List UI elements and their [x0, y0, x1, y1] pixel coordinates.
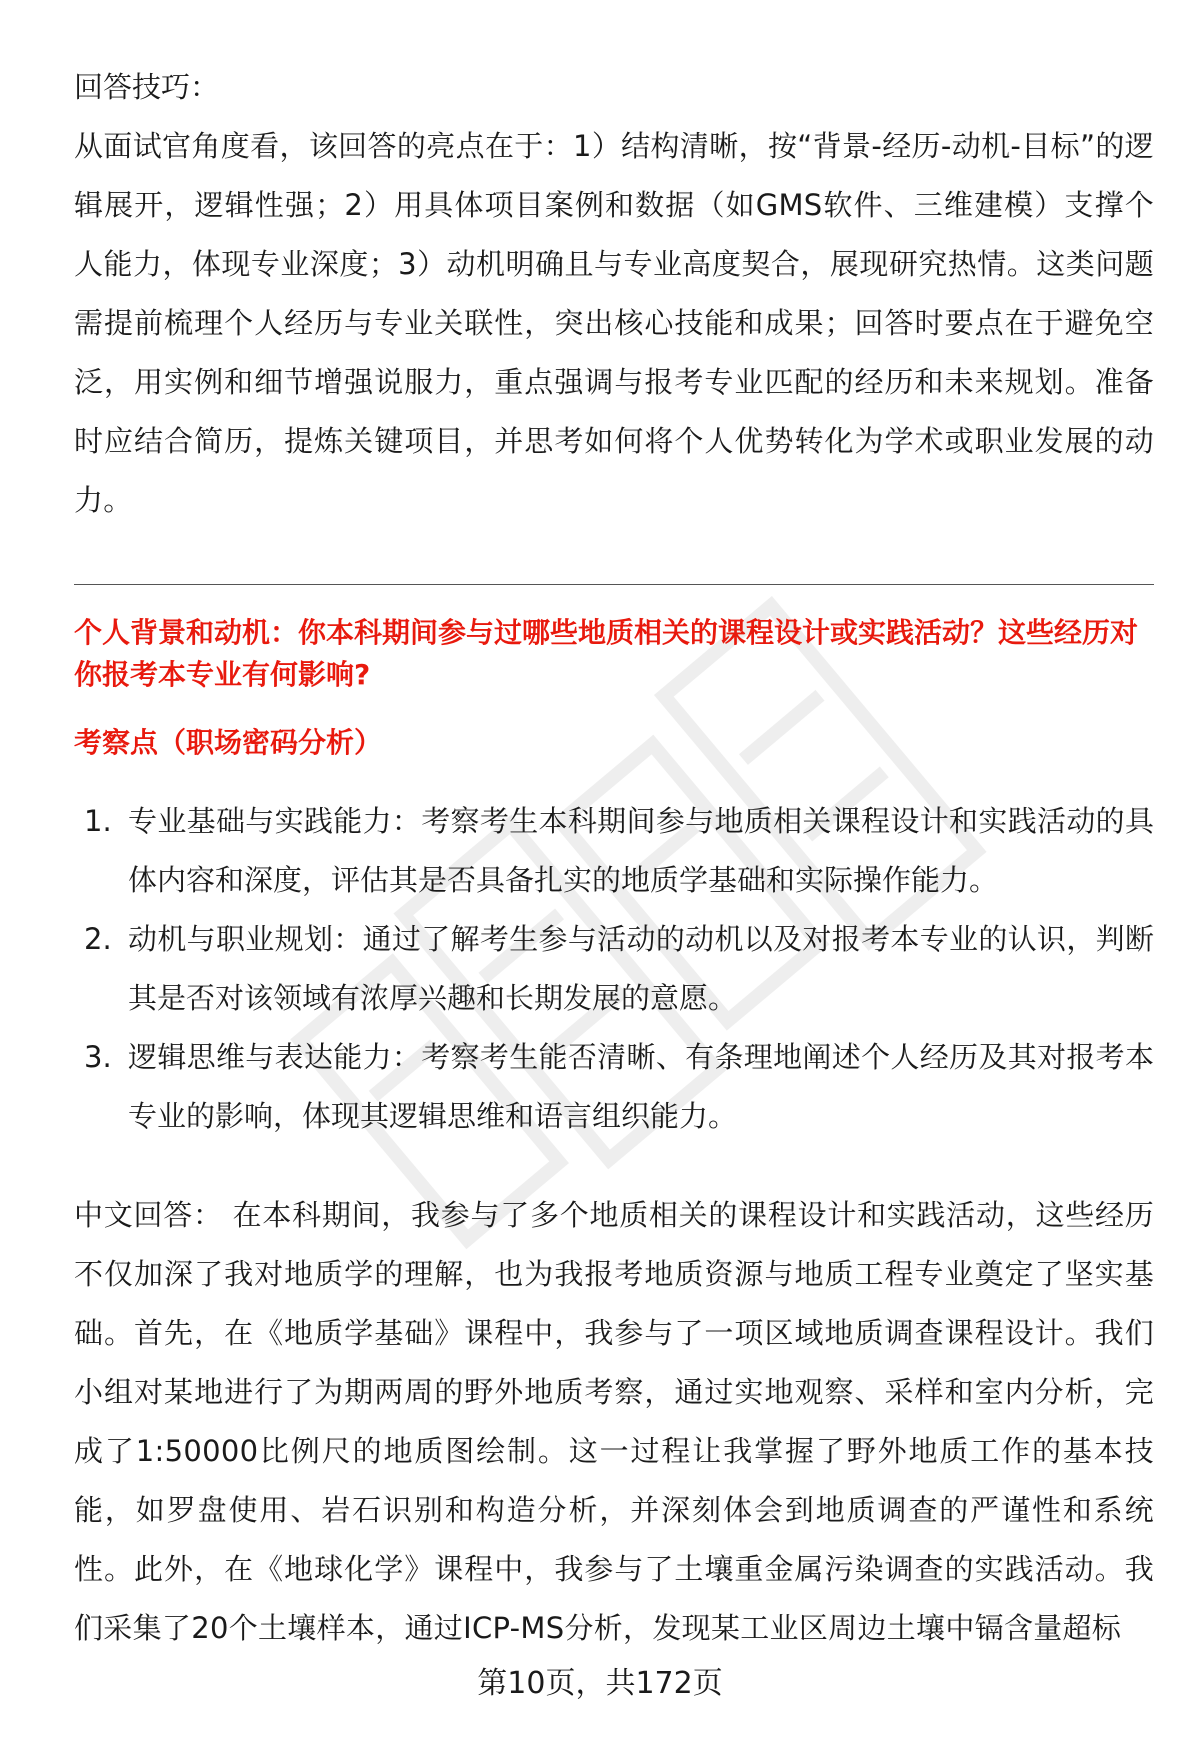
list-item-text: 逻辑思维与表达能力：考察考生能否清晰、有条理地阐述个人经历及其对报考本专业的影响，体现其逻辑思维和语言组织能力。 [128, 1040, 1154, 1133]
section-divider [74, 584, 1154, 585]
top-block [74, 58, 1154, 530]
question-heading: 个人背景和动机：你本科期间参与过哪些地质相关的课程设计或实践活动？这些经历对你报考本专业有何影响? [74, 616, 1139, 691]
list-item [74, 910, 1154, 1028]
list-item-text: 动机与职业规划：通过了解考生参与活动的动机以及对报考本专业的认识，判断其是否对该领域有浓厚兴趣和长期发展的意愿。 [128, 922, 1154, 1015]
chinese-answer-block [74, 1186, 1154, 1658]
answer-tips-paragraph: 从面试官角度看，该回答的亮点在于：1）结构清晰，按“背景-经历-动机-目标”的逻辑展开，逻辑性强；2）用具体项目案例和数据（如GMS软件、三维建模）支撑个人能力，体现专业深度；3）动机明确且与专业高度契合，展现研究热情。这类问题需提前梳理个人经历与专业关联性，突出核心技能和成果；回答时要点在于避免空泛，用实例和细节增强说服力，重点强调与报考专业匹配的经历和未来规划。准备时应结合简历，提炼关键项目，并思考如何将个人优势转化为学术或职业发展的动力。 [74, 129, 1154, 517]
answer-tips-label: 回答技巧： [74, 70, 220, 104]
assessment-points-heading: 考察点（职场密码分析） [74, 726, 383, 759]
list-item-number: 1. [84, 804, 112, 838]
list-item-number: 2. [84, 922, 112, 956]
chinese-answer-paragraph: 中文回答： 在本科期间，我参与了多个地质相关的课程设计和实践活动，这些经历不仅加深了我对地质学的理解，也为我报考地质资源与地质工程专业奠定了坚实基础。首先，在《地质学基础》课程中，我参与了一项区域地质调查课程设计。我们小组对某地进行了为期两周的野外地质考察，通过实地观察、采样和室内分析，完成了1:50000比例尺的地质图绘制。这一过程让我掌握了野外地质工作的基本技能，如罗盘使用、岩石识别和构造分析，并深刻体会到地质调查的严谨性和系统性。此外，在《地球化学》课程中，我参与了土壤重金属污染调查的实践活动。我们采集了20个土壤样本，通过ICP-MS分析，发现某工业区周边土壤中镉含量超标 [74, 1198, 1154, 1645]
list-item [74, 792, 1154, 910]
question-section [74, 612, 1154, 1146]
list-item-text: 专业基础与实践能力：考察考生本科期间参与地质相关课程设计和实践活动的具体内容和深度，评估其是否具备扎实的地质学基础和实际操作能力。 [128, 804, 1154, 897]
page-number: 第10页，共172页 [477, 1666, 723, 1701]
list-item [74, 1028, 1154, 1146]
list-item-number: 3. [84, 1040, 112, 1074]
assessment-points-list [74, 792, 1154, 1146]
